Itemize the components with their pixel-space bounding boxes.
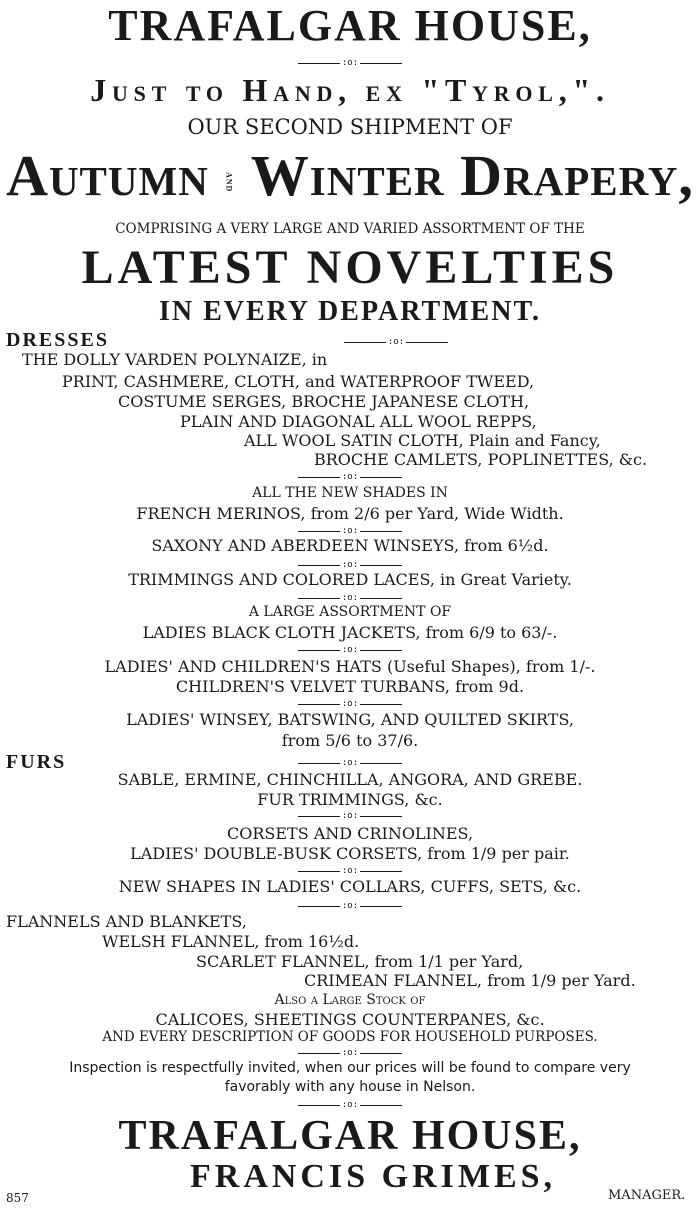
arrival-notice: Just to Hand, ex "Tyrol,". — [90, 72, 610, 108]
separator: :o: — [0, 594, 700, 604]
inspection-line-1: Inspection is respectfully invited, when our prices will be found to compare very — [69, 1060, 631, 1076]
dresses-heading: DRESSES — [6, 329, 109, 351]
separator: :o: — [0, 561, 700, 571]
separator: :o: — [0, 902, 700, 912]
separator: :o: — [0, 759, 700, 769]
drapery-autumn: Autumn — [6, 143, 209, 208]
separator: :o: — [0, 473, 700, 483]
trimmings-laces: TRIMMINGS AND COLORED LACES, in Great Variety. — [128, 570, 572, 589]
saxony-winseys: SAXONY AND ABERDEEN WINSEYS, from 6½d. — [151, 536, 549, 555]
skirts-price: from 5/6 to 37/6. — [281, 731, 419, 750]
footer-title: TRAFALGAR HOUSE, — [118, 1113, 582, 1159]
manager-label: MANAGER. — [608, 1188, 686, 1203]
furs-line-1: SABLE, ERMINE, CHINCHILLA, ANGORA, AND GREBE. — [117, 770, 583, 789]
double-busk-corsets: LADIES' DOUBLE-BUSK CORSETS, from 1/9 per pair. — [130, 844, 570, 863]
dresses-line-6: BROCHE CAMLETS, POPLINETTES, &c. — [314, 450, 648, 469]
corsets-crinolines: CORSETS AND CRINOLINES, — [226, 824, 474, 843]
separator: :o: — [0, 59, 700, 69]
collars-cuffs: NEW SHAPES IN LADIES' COLLARS, CUFFS, SETS, &c. — [118, 877, 582, 896]
velvet-turbans: CHILDREN'S VELVET TURBANS, from 9d. — [175, 677, 525, 696]
shipment-line: OUR SECOND SHIPMENT OF — [187, 115, 513, 139]
separator: :o: — [0, 700, 700, 710]
cloth-jackets: LADIES BLACK CLOTH JACKETS, from 6/9 to 63/-. — [142, 623, 558, 642]
scarlet-flannel: SCARLET FLANNEL, from 1/1 per Yard, — [196, 952, 524, 971]
large-assortment: A LARGE ASSORTMENT OF — [248, 604, 452, 620]
every-department: IN EVERY DEPARTMENT. — [158, 296, 542, 327]
dresses-line-2: PRINT, CASHMERE, CLOTH, and WATERPROOF TWEED, — [62, 372, 535, 391]
dresses-line-3: COSTUME SERGES, BROCHE JAPANESE CLOTH, — [118, 392, 530, 411]
crimean-flannel: CRIMEAN FLANNEL, from 1/9 per Yard. — [304, 971, 636, 990]
fur-trimmings: FUR TRIMMINGS, &c. — [257, 790, 443, 809]
french-merinos: FRENCH MERINOS, from 2/6 per Yard, Wide Width. — [136, 504, 564, 523]
store-title: TRAFALGAR HOUSE, — [108, 1, 592, 50]
comprising-line: COMPRISING A VERY LARGE AND VARIED ASSORTMENT OF THE — [115, 221, 585, 237]
separator: :o: — [0, 867, 700, 877]
welsh-flannel: WELSH FLANNEL, from 16½d. — [102, 932, 360, 951]
separator: :o: — [0, 812, 700, 822]
separator: :o: — [0, 1101, 700, 1111]
calicoes: CALICOES, SHEETINGS COUNTERPANES, &c. — [155, 1010, 545, 1029]
separator: :o: — [46, 338, 700, 348]
ad-number: 857 — [6, 1191, 29, 1205]
winsey-skirts: LADIES' WINSEY, BATSWING, AND QUILTED SKIRTS, — [126, 710, 574, 729]
drapery-and: and — [223, 171, 238, 192]
proprietor-name: FRANCIS GRIMES, — [190, 1158, 557, 1195]
dresses-line-4: PLAIN AND DIAGONAL ALL WOOL REPPS, — [180, 412, 537, 431]
every-description: AND EVERY DESCRIPTION OF GOODS FOR HOUSEHOLD PURPOSES. — [102, 1029, 598, 1045]
dresses-line-5: ALL WOOL SATIN CLOTH, Plain and Fancy, — [244, 431, 601, 450]
inspection-line-2: favorably with any house in Nelson. — [224, 1079, 476, 1095]
separator: :o: — [0, 527, 700, 537]
separator: :o: — [0, 646, 700, 656]
latest-novelties: LATEST NOVELTIES — [81, 241, 619, 294]
ladies-hats: LADIES' AND CHILDREN'S HATS (Useful Shapes), from 1/-. — [104, 657, 596, 676]
new-shades: ALL THE NEW SHADES IN — [252, 485, 448, 501]
drapery-heading — [0, 143, 700, 208]
furs-heading: FURS — [6, 751, 67, 773]
also-large-stock: Also a Large Stock of — [274, 992, 426, 1008]
drapery-winter: Winter Drapery, — [250, 143, 694, 208]
flannels-heading: FLANNELS AND BLANKETS, — [6, 912, 247, 931]
separator: :o: — [0, 1049, 700, 1059]
dresses-line-1: THE DOLLY VARDEN POLYNAIZE, in — [22, 350, 328, 369]
